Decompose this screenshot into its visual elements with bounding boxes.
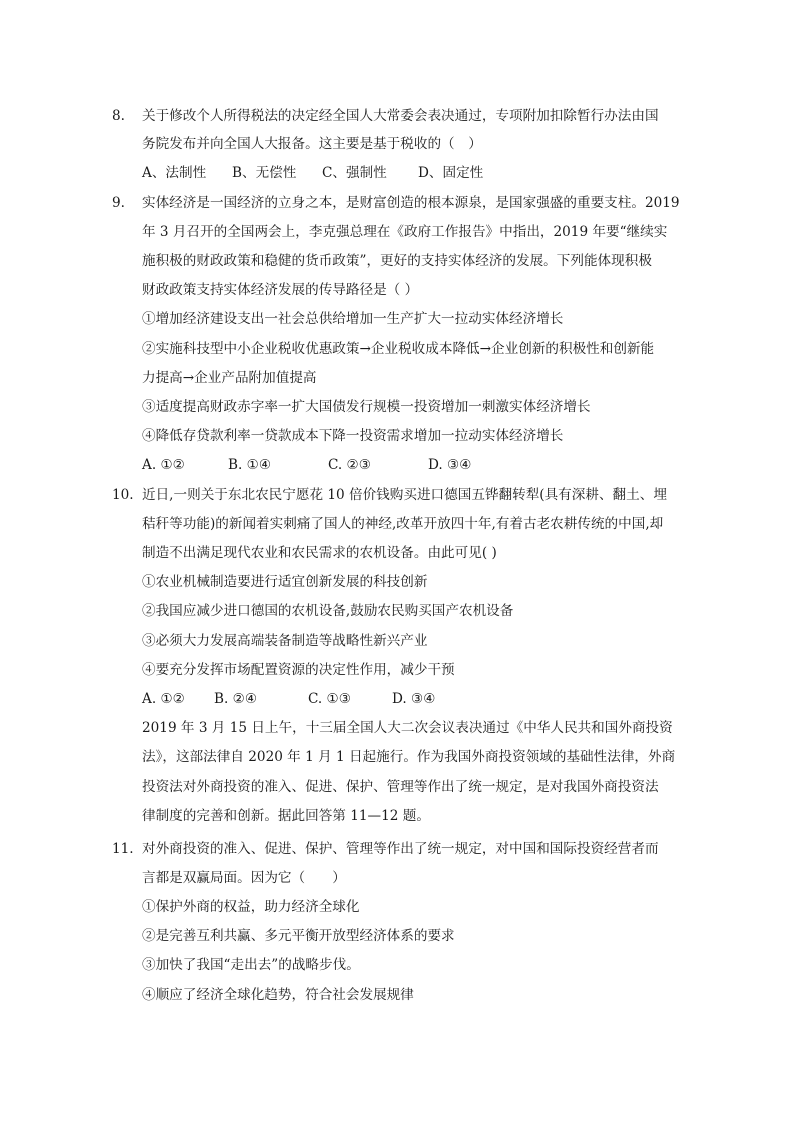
statement-1: ①农业机械制造要进行适宜创新发展的科技创新: [142, 574, 428, 590]
passage-text: 律制度的完善和创新。据此回答第 11—12 题。: [142, 808, 430, 824]
statement-3: ③适度提高财政赤字率一扩大国债发行规模一投资增加一刺激实体经济增长: [142, 399, 591, 415]
question-8-text: 关于修改个人所得税法的决定经全国人大常委会表决通过，专项附加扣除暂行办法由国: [142, 108, 659, 124]
question-10-text: 制造不出满足现代农业和农民需求的农机设备。由此可见( ): [142, 545, 497, 561]
passage-text: 法》，这部法律自 2020 年 1 月 1 日起施行。作为我国外商投资领域的基础性法律，外商: [142, 749, 676, 765]
statement-4: ④顺应了经济全球化趋势，符合社会发展规律: [142, 987, 414, 1003]
question-11-text: 对外商投资的准入、促进、保护、管理等作出了统一规定，对中国和国际投资经营者而: [142, 841, 659, 857]
option-a: A、法制性: [142, 165, 207, 181]
statement-4: ④降低存贷款利率一贷款成本下降一投资需求增加一拉动实体经济增长: [142, 428, 564, 444]
question-11-text: 言都是双赢局面。因为它（ ）: [142, 870, 346, 886]
option-c: C. ②③: [328, 457, 371, 473]
option-a: A. ①②: [142, 457, 185, 473]
statement-1: ①保护外商的权益，助力经济全球化: [142, 899, 360, 915]
question-11-number: 11.: [112, 841, 134, 857]
statement-2: ②实施科技型中小企业税收优惠政策→企业税收成本降低→企业创新的积极性和创新能: [142, 341, 655, 357]
question-9-text: 实体经济是一国经济的立身之本，是财富创造的根本源泉，是国家强盛的重要支柱。2019: [142, 195, 680, 211]
question-10-text: 秸秆等功能)的新闻着实刺痛了国人的神经,改革开放四十年,有着古老农耕传统的中国,却: [142, 516, 664, 532]
statement-2: ②是完善互利共赢、多元平衡开放型经济体系的要求: [142, 928, 455, 944]
question-10-text: 近日,一则关于东北农民宁愿花 10 倍价钱购买进口德国五铧翻转犁(具有深耕、翻土、埋: [142, 487, 667, 503]
statement-4: ④要充分发挥市场配置资源的决定性作用，减少干预: [142, 662, 455, 678]
question-9-text: 财政政策支持实体经济发展的传导路径是（ ）: [142, 282, 419, 298]
option-a: A. ①②: [142, 691, 185, 707]
statement-2-continued: 力提高→企业产品附加值提高: [142, 370, 317, 386]
option-b: B. ①④: [228, 457, 272, 473]
question-9-number: 9.: [112, 195, 125, 211]
statement-2: ②我国应减少进口德国的农机设备,鼓励农民购买国产农机设备: [142, 603, 514, 619]
question-8-text: 务院发布并向全国人大报备。这主要是基于税收的（ ）: [142, 136, 482, 152]
question-9-text: 施积极的财政政策和稳健的货币政策”，更好的支持实体经济的发展。下列能体现积极: [142, 253, 652, 269]
question-8-number: 8.: [112, 108, 125, 124]
option-d: D、固定性: [418, 165, 484, 181]
question-10-number: 10.: [112, 487, 134, 503]
statement-3: ③加快了我国“走出去”的战略步伐。: [142, 957, 360, 973]
option-c: C. ①③: [308, 691, 351, 707]
option-d: D. ③④: [392, 691, 436, 707]
passage-text: 投资法对外商投资的准入、促进、保护、管理等作出了统一规定，是对我国外商投资法: [142, 779, 659, 795]
option-b: B. ②④: [214, 691, 258, 707]
passage-text: 2019 年 3 月 15 日上午，十三届全国人大二次会议表决通过《中华人民共和国外商投资: [142, 720, 673, 736]
statement-1: ①增加经济建设支出一社会总供给增加一生产扩大一拉动实体经济增长: [142, 311, 564, 327]
option-b: B、无偿性: [232, 165, 297, 181]
option-c: C、强制性: [322, 165, 387, 181]
option-d: D. ③④: [428, 457, 472, 473]
statement-3: ③必须大力发展高端装备制造等战略性新兴产业: [142, 633, 428, 649]
question-9-text: 年 3 月召开的全国两会上，李克强总理在《政府工作报告》中指出，2019 年要“继续实: [142, 224, 668, 240]
